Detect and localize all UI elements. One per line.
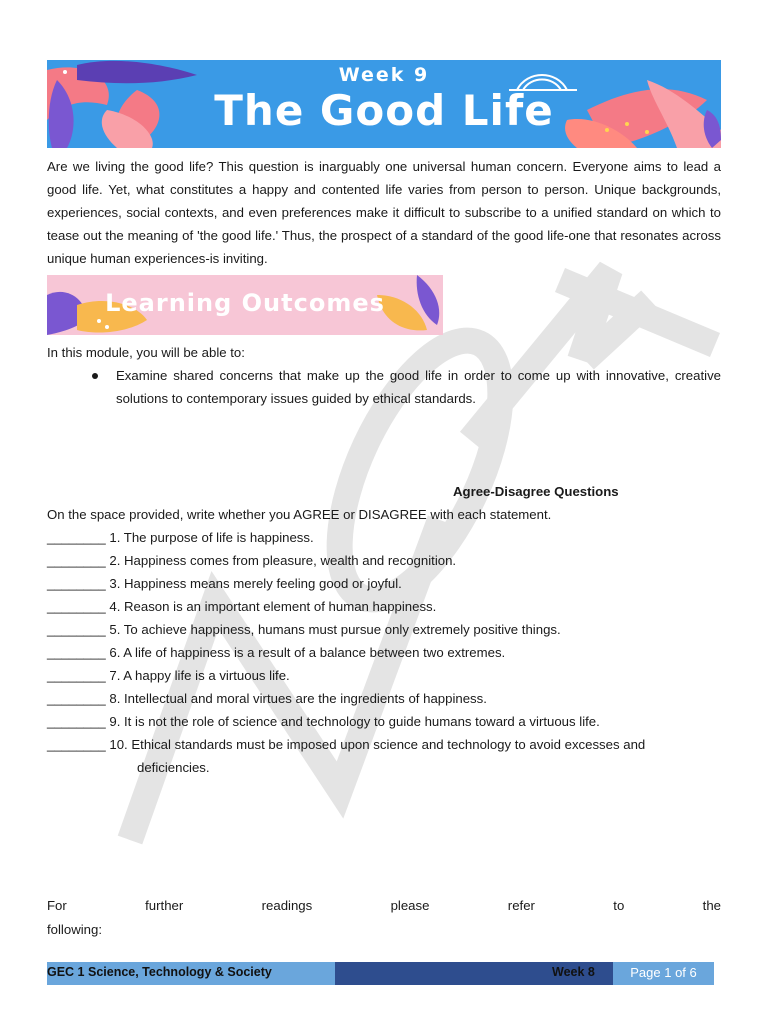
footer-week: Week 8 xyxy=(552,965,595,979)
question-item: ________ 5. To achieve happiness, humans must pursue only extremely positive things. xyxy=(47,618,561,641)
page-footer xyxy=(47,962,714,985)
answer-blank[interactable]: ________ xyxy=(47,645,106,660)
intro-paragraph: Are we living the good life? This question is inarguably one universal human concern. Everyone aims to lead a good life. Yet, what constitutes a happy and contented life varies from person to person. Unique backgrounds, experiences, social contexts, and even preferences make it difficult to subscribe to a unified standard on which to tease out the meaning of 'the good life.' Thus, the prospect of a standard of the good life-one that resonates across unique human experiences-is inviting. xyxy=(47,159,721,266)
question-item: ________ 6. A life of happiness is a result of a balance between two extremes. xyxy=(47,641,505,664)
question-item-continuation: deficiencies. xyxy=(137,760,210,775)
question-item: ________ 7. A happy life is a virtuous life. xyxy=(47,664,290,687)
answer-blank[interactable]: ________ xyxy=(47,737,106,752)
answer-blank[interactable]: ________ xyxy=(47,714,106,729)
question-item: ________ 3. Happiness means merely feeling good or joyful. xyxy=(47,572,402,595)
learning-outcomes-label: Learning Outcomes xyxy=(105,289,385,317)
answer-blank[interactable]: ________ xyxy=(47,576,106,591)
page-number: Page 1 of 6 xyxy=(630,965,697,980)
bullet-icon xyxy=(92,373,98,379)
answer-blank[interactable]: ________ xyxy=(47,599,106,614)
course-label: GEC 1 Science, Technology & Society xyxy=(47,965,272,979)
question-item: ________ 2. Happiness comes from pleasure, wealth and recognition. xyxy=(47,549,456,572)
answer-blank[interactable]: ________ xyxy=(47,553,106,568)
week-banner xyxy=(47,60,721,148)
answer-blank[interactable]: ________ xyxy=(47,668,106,683)
learning-outcome-item: Examine shared concerns that make up the good life in order to come up with innovative, creative solutions to contemporary issues guided by ethical standards. xyxy=(116,368,721,406)
answer-blank[interactable]: ________ xyxy=(47,691,106,706)
learning-outcomes-lead: In this module, you will be able to: xyxy=(47,345,245,360)
question-item: ________ 1. The purpose of life is happiness. xyxy=(47,526,314,549)
instructions: On the space provided, write whether you AGREE or DISAGREE with each statement. xyxy=(47,507,552,522)
further-readings-cont: following: xyxy=(47,922,102,937)
question-item: ________ 4. Reason is an important element of human happiness. xyxy=(47,595,436,618)
footer-bar-dark xyxy=(335,962,657,985)
learning-outcomes-banner xyxy=(47,275,443,335)
week-label: Week 9 xyxy=(338,64,430,86)
further-readings: For further readings please refer to the xyxy=(47,898,721,913)
section-heading: Agree-Disagree Questions xyxy=(453,484,619,499)
page-title: The Good Life xyxy=(214,86,554,135)
question-item: ________ 8. Intellectual and moral virtues are the ingredients of happiness. xyxy=(47,687,487,710)
question-item: ________ 10. Ethical standards must be imposed upon science and technology to avoid excesses and xyxy=(47,733,645,756)
question-item: ________ 9. It is not the role of science and technology to guide humans toward a virtuous life. xyxy=(47,710,600,733)
answer-blank[interactable]: ________ xyxy=(47,530,106,545)
answer-blank[interactable]: ________ xyxy=(47,622,106,637)
